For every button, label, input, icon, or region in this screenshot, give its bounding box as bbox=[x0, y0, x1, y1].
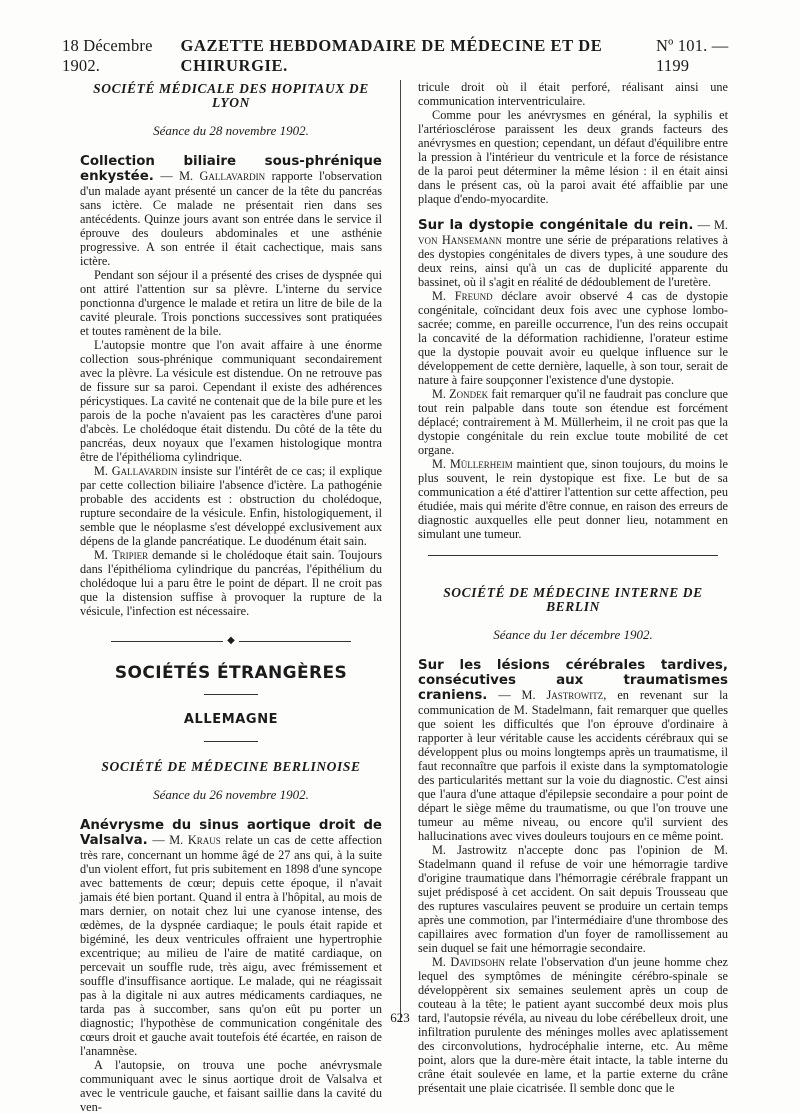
speaker-name: Kraus bbox=[187, 833, 221, 847]
article-title: Anévrysme du sinus aortique droit de Valsalva. bbox=[80, 818, 382, 848]
right-column bbox=[418, 80, 728, 1095]
ornament-divider bbox=[80, 636, 382, 646]
header-date: 18 Décembre 1902. bbox=[62, 36, 153, 75]
speaker-name: Zondek bbox=[449, 387, 489, 401]
left-column bbox=[80, 80, 383, 1114]
article-paragraph: M. Gallavardin insiste sur l'intérêt de ce cas; il explique par cette collection biliaire l'absence d'ictère. La pathogénie probable des accidents est : obstruction du cholédoque, rupture secondaire de la vésicule. Enfin, histologiquement, il semble que le néoplasme s'est développé exclusivement aux dépens de la glande pancréatique. Le duodénum était sain. bbox=[80, 464, 382, 548]
article-paragraph: Pendant son séjour il a présenté des crises de dyspnée qui ont attiré l'attention sur sa plèvre. L'interne du service ponctionna d'urgence le malade et retira un litre de bile de la cavité pleurale. Trois ponctions successives sont pratiquées et toutes ramènent de la bile. bbox=[80, 268, 382, 338]
column-rule bbox=[400, 80, 401, 1022]
article-paragraph: Sur la dystopie congénitale du rein. — M. von Hansemann montre une série de préparations relatives à des dystopies congénitales de divers types, à une soudure des deux reins, ainsi qu'à un cas de duplicité apparente du bassinet, où il s'agit en réalité de dédoublement de l'uretère. bbox=[418, 218, 728, 289]
country-heading: ALLEMAGNE bbox=[183, 712, 279, 727]
short-rule bbox=[204, 741, 258, 742]
speaker-name: Müllerheim bbox=[449, 457, 513, 471]
society-heading: SOCIÉTÉ MÉDICALE DES HOPITAUX DE LYON bbox=[93, 81, 369, 110]
article-paragraph: Anévrysme du sinus aortique droit de Valsalva. — M. Kraus relate un cas de cette affection très rare, concernant un homme âgé de 27 ans qui, à la suite d'un violent effort, fut pris subitement en 1898 d'une syncope avec battements de cœur; depuis cette époque, il n'avait jamais été bien portant. Quand il entra à l'hôpital, au mois de mars dernier, on notait chez lui une cyanose intense, des œdèmes, de la dyspnée cardiaque; le pouls était rapide et bigéminé, les deux ventricules offraient une hypertrophie excentrique; au milieu de l'aire de matité cardiaque, on percevait un souffle rude, très aigu, avec frémissement et souffle d'insuffisance aortique. Le malade, qui ne réagissait pas à la digitale ni aux autres médicaments cardiaques, ne tarda pas à succomber, sans qu'on eût pu porter un diagnostic; l'hypothèse de communication congénitale des cœurs droit et gauche avait toutefois été écartée, en raison de l'anamnèse. bbox=[80, 818, 382, 1058]
article-title: Sur les lésions cérébrales tardives, consécutives aux traumatismes craniens. bbox=[418, 658, 728, 703]
section-heading: SOCIÉTÉS ÉTRANGÈRES bbox=[114, 663, 348, 683]
journal-title: GAZETTE HEBDOMADAIRE DE MÉDECINE ET DE CHIRURGIE. bbox=[180, 36, 603, 75]
society-heading: SOCIÉTÉ DE MÉDECINE BERLINOISE bbox=[101, 759, 361, 774]
page-header bbox=[62, 36, 754, 76]
article-title: Sur la dystopie congénitale du rein. bbox=[418, 218, 694, 233]
short-rule bbox=[204, 694, 258, 695]
society-heading: SOCIÉTÉ DE MÉDECINE INTERNE DE BERLIN bbox=[443, 585, 703, 614]
seance-date: Séance du 1er décembre 1902. bbox=[493, 627, 653, 642]
diamond-icon: ◆ bbox=[227, 635, 235, 646]
article-paragraph: M. Müllerheim maintient que, sinon toujours, du moins le plus souvent, le rein dystopique est fixe. Le but de sa communication a été d'attirer l'attention sur cette affection, peu étudiée, mais qui mérite d'être connue, en raison des erreurs de diagnostic auxquelles elle peut donner lieu, notamment en simulant une tumeur. bbox=[418, 457, 728, 541]
article-paragraph: M. Zondek fait remarquer qu'il ne faudrait pas conclure que tout rein palpable dans toute son étendue est forcément déplacé; contrairement à M. Müllerheim, il ne croit pas que la dystopie congénitale du rein exclue toute mobilité de cet organe. bbox=[418, 387, 728, 457]
header-issue: Nº 101. — 1199 bbox=[656, 36, 729, 75]
article-paragraph: M. Freund déclare avoir observé 4 cas de dystopie congénitale, coïncidant deux fois avec une cyphose lombo-sacrée; comme, en pareille occurrence, l'un des reins occupait la concavité de la déformation rachidienne, l'orateur estime que la dystopie pouvait avoir eu quelque influence sur le développement de cette dernière, laquelle, à son tour, serait de nature à faire soupçonner l'existence d'une dystopie. bbox=[418, 289, 728, 387]
seance-date: Séance du 26 novembre 1902. bbox=[153, 787, 309, 802]
article-paragraph: tricule droit où il était perforé, réalisant ainsi une communication interventriculaire. bbox=[418, 80, 728, 108]
article-paragraph: M. Jastrowitz n'accepte donc pas l'opinion de M. Stadelmann quand il refuse de voir une hémorragie tardive d'origine traumatique dans l'hémorragie cérébrale frappant un sujet prédisposé à cet accident. On sait depuis Trousseau que des ruptures vasculaires peuvent se produire un certain temps après une commotion, par l'intermédiaire d'une thrombose des capillaires avec formation d'un foyer de ramollissement au sein duquel se fait une hémorragie secondaire. bbox=[418, 843, 728, 955]
section-rule bbox=[428, 555, 718, 556]
speaker-name: Tripier bbox=[112, 548, 149, 562]
article-paragraph: M. Davidsohn relate l'observation d'un jeune homme chez lequel des symptômes de méningite cérébro-spinale se développèrent six semaines seulement après un coup de couteau à la tête; le patient ayant succombé deux mois plus tard, l'autopsie révéla, au niveau du lobe cérébelleux droit, une infiltration purulente des méninges molles avec aplatissement des circonvolutions, hydrocéphalie interne, etc. Au même point, alors que la dure-mère était intacte, la table interne du crâne était soulevée en lame, et la partie externe du crâne présentait une plaie cicatrisée. Il semble donc que le bbox=[418, 955, 728, 1095]
speaker-name: von Hansemann bbox=[418, 233, 502, 247]
speaker-name: Gallavardin bbox=[199, 169, 266, 183]
speaker-name: Gallavardin bbox=[111, 464, 178, 478]
article-title: Collection biliaire sous-phrénique enkystée. bbox=[80, 154, 382, 184]
seance-date: Séance du 28 novembre 1902. bbox=[153, 123, 309, 138]
article-paragraph: Collection biliaire sous-phrénique enkystée. — M. Gallavardin rapporte l'observation d'un malade ayant présenté un cancer de la tête du pancréas sans ictère. Ce malade ne présentait rien dans ses antécédents. Quinze jours avant son entrée dans le service il éprouve des douleurs abdominales et une asthénie progressive. A son entrée il était cachectique, mais sans ictère. bbox=[80, 154, 383, 268]
article-paragraph: M. Tripier demande si le cholédoque était sain. Toujours dans l'épithélioma cylindrique du pancréas, l'épithélium du cholédoque lui a paru être le point de départ. Il ne croit pas que la distension suffise à provoquer la rupture de la vésicule, l'infection est nécessaire. bbox=[80, 548, 382, 618]
article-paragraph: Comme pour les anévrysmes en général, la syphilis et l'artériosclérose paraissent les deux grands facteurs des anévrysmes en question; cependant, un défaut d'équilibre entre la pression à l'intérieur du ventricule et la force de résistance de la paroi peut déterminer la même lésion : il en était ainsi dans le présent cas, où la paroi avait été affaiblie par une plaque d'endo-myocardite. bbox=[418, 108, 728, 206]
article-paragraph: Sur les lésions cérébrales tardives, consécutives aux traumatismes craniens. — M. Jastrowitz, en revenant sur la communication de M. Stadelmann, fait remarquer que quelles que soient les difficultés que l'on éprouve d'ordinaire à rapporter à leur véritable cause les accidents cérébraux qui se développent plus ou moins longtemps après un traumatisme, il faut reconnaître que parfois il existe dans la symptomatologie des particularités mettant sur la voie du diagnostic. C'est ainsi que l'aura d'une attaque d'épilepsie secondaire a pour point de départ le siège même du traumatisme, ou que l'on trouve une tumeur au même niveau, ou encore qu'il survient des hallucinations avec vives douleurs toujours en ce même point. bbox=[418, 658, 728, 843]
page-number: 623 bbox=[390, 1010, 410, 1025]
article-paragraph: L'autopsie montre que l'on avait affaire à une énorme collection sous-phrénique communiquant secondairement avec la plèvre. La vésicule est distendue. On ne retrouve pas de fissure sur sa paroi. Cependant il existe des adhérences péricystiques. La cavité ne contenait que de la bile pure et les parois de la poche n'avaient pas les caractères d'une paroi d'abcès. Le cholédoque était distendu. Du côté de la tête du pancréas, deux noyaux que l'examen histologique montra être de l'épithélioma cylindrique. bbox=[80, 338, 382, 464]
speaker-name: Jastrowitz bbox=[546, 688, 604, 702]
article-paragraph: A l'autopsie, on trouva une poche anévrysmale communiquant avec le sinus aortique droit de Valsalva et avec le ventricule gauche, et faisant saillie dans la cavité du ven- bbox=[80, 1058, 382, 1114]
speaker-name: Freund bbox=[454, 289, 493, 303]
speaker-name: Davidsohn bbox=[450, 955, 506, 969]
